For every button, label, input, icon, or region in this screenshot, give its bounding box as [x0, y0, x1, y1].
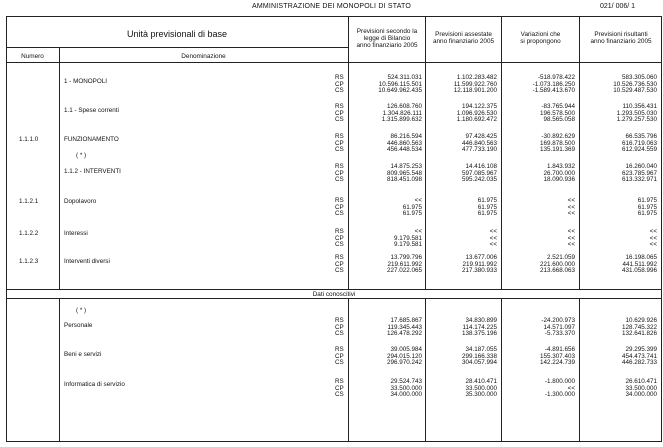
table-cell: << — [567, 384, 575, 392]
table-cell: 138.375.196 — [461, 330, 497, 338]
row-type-code: CS — [335, 359, 344, 367]
table-cell: 18.090.936 — [543, 176, 575, 184]
table-cell: 595.242.035 — [461, 176, 497, 184]
document-title: AMMINISTRAZIONE DEI MONOPOLI DI STATO — [251, 3, 412, 10]
table-cell: -1.589.413.670 — [532, 87, 575, 95]
table-cell: 446.860.563 — [386, 139, 422, 147]
table-cell: -83.765.944 — [541, 103, 575, 110]
table-cell: 217.380.933 — [461, 267, 497, 275]
table-cell: 1.304.826.111 — [382, 109, 422, 117]
table-cell: 61.975 — [637, 197, 657, 204]
table-cell: << — [649, 241, 657, 249]
table-cell: 16.198.065 — [625, 254, 657, 261]
table-cell: 613.332.971 — [621, 176, 657, 184]
row-type-code: CS — [335, 176, 344, 184]
row-number: 1.1.1.0 — [19, 136, 39, 143]
table-cell: << — [567, 228, 575, 235]
row-denomination: 1.1 - Spese correnti — [64, 107, 119, 114]
table-cell: 39.005.984 — [390, 346, 422, 353]
row-type-code: RS — [335, 228, 344, 235]
table-cell: 14.875.253 — [390, 163, 422, 170]
table-cell: -1.073.186.250 — [532, 80, 575, 88]
row-number: 1.1.2.2 — [19, 230, 39, 237]
row-denomination: Informatica di servizio — [64, 381, 125, 388]
table-cell: << — [567, 234, 575, 242]
row-number: 1.1.2.3 — [19, 258, 39, 265]
table-cell: 194.122.375 — [461, 103, 497, 110]
table-cell: 17.685.867 — [390, 317, 422, 324]
row-denomination: Interventi diversi — [64, 258, 110, 265]
table-cell: 9.179.581 — [393, 241, 422, 249]
table-cell: 34.000.000 — [625, 391, 657, 399]
table-cell: 34.830.899 — [465, 317, 497, 324]
table-cell: 1.315.899.632 — [381, 116, 422, 124]
table-cell: 294.015.120 — [386, 352, 422, 360]
row-type-code: RS — [335, 254, 344, 261]
row-denomination: 1 - MONOPOLI — [64, 78, 108, 85]
table-cell: 26.700.000 — [543, 169, 575, 177]
table-cell: 431.058.996 — [621, 267, 657, 275]
table-cell: 34.187.055 — [465, 346, 497, 353]
table-cell: 119.345.443 — [387, 323, 422, 331]
table-cell: 35.300.000 — [465, 391, 497, 399]
table-cell: 34.000.000 — [390, 391, 422, 399]
table-cell: 61.975 — [477, 210, 497, 218]
table-cell: -1.800.000 — [544, 378, 575, 385]
table-cell: -24.200.973 — [541, 317, 575, 324]
table-cell: << — [649, 228, 657, 235]
table-cell: 219.911.992 — [462, 260, 497, 268]
col1-header: Previsioni secondo la legge di Bilancio anno finanziario 2005 — [356, 28, 418, 50]
table-cell: 524.311.031 — [387, 74, 422, 81]
table-cell: << — [567, 203, 575, 211]
table-cell: 219.611.992 — [387, 260, 422, 268]
row-type-code: CS — [335, 267, 344, 275]
table-cell: 33.500.000 — [465, 384, 497, 392]
row-type-code: CS — [335, 146, 344, 154]
row-type-code: RS — [335, 197, 344, 204]
table-cell: << — [567, 210, 575, 218]
table-cell: << — [489, 228, 497, 235]
table-cell: 1.843.932 — [546, 163, 575, 170]
row-note: ( * ) — [76, 152, 87, 159]
table-cell: 14.571.097 — [543, 323, 575, 331]
table-cell: 1.279.257.530 — [616, 116, 657, 124]
table-cell: 227.022.065 — [386, 267, 422, 275]
base-units-header: Unità previsionali di base — [126, 29, 228, 39]
table-cell: << — [649, 234, 657, 242]
row-number: 1.1.2.1 — [19, 198, 39, 205]
table-cell: 61.975 — [477, 197, 497, 204]
table-cell: 446.282.733 — [621, 359, 657, 367]
table-cell: 10.526.736.530 — [613, 80, 657, 88]
table-cell: 61.975 — [402, 210, 422, 218]
table-cell: 98.565.058 — [543, 116, 575, 124]
table-cell: 477.733.190 — [461, 146, 497, 154]
row-type-code: CP — [335, 352, 344, 360]
table-cell: 446.840.563 — [461, 139, 497, 147]
table-cell: -1.300.000 — [544, 391, 575, 399]
table-cell: 583.305.060 — [621, 74, 657, 81]
table-cell: 33.500.000 — [625, 384, 657, 392]
table-cell: 128.745.322 — [621, 323, 657, 331]
row-type-code: CS — [335, 330, 344, 338]
table-cell: 28.410.471 — [465, 378, 497, 385]
row-type-code: CP — [335, 80, 344, 88]
table-cell: 66.535.796 — [625, 133, 657, 140]
table-cell: 10.529.487.530 — [613, 87, 657, 95]
table-cell: 221.600.000 — [539, 260, 575, 268]
row-type-code: RS — [335, 317, 344, 324]
table-cell: 33.500.000 — [390, 384, 422, 392]
table-cell: 13.799.796 — [390, 254, 422, 261]
table-cell: << — [567, 197, 575, 204]
row-type-code: CS — [335, 210, 344, 218]
row-type-code: CP — [335, 169, 344, 177]
row-denomination: Personale — [64, 322, 93, 329]
row-type-code: CS — [335, 391, 344, 399]
table-cell: 9.179.581 — [393, 234, 422, 242]
table-cell: 61.975 — [477, 203, 497, 211]
table-cell: 132.641.826 — [621, 330, 657, 338]
table-cell: << — [489, 234, 497, 242]
table-cell: 61.975 — [637, 203, 657, 211]
table-cell: << — [414, 197, 422, 204]
col4-header: Previsioni risultanti anno finanziario 2005 — [590, 31, 652, 46]
row-type-code: RS — [335, 163, 344, 170]
table-cell: 441.511.992 — [622, 260, 657, 268]
table-cell: 1.293.505.030 — [616, 109, 657, 117]
row-type-code: CP — [335, 139, 344, 147]
table-cell: 454.473.741 — [621, 352, 657, 360]
table-cell: 26.610.471 — [625, 378, 657, 385]
row-type-code: CP — [335, 384, 344, 392]
table-cell: 196.578.500 — [539, 109, 575, 117]
table-cell: 11.599.922.760 — [453, 80, 497, 88]
table-cell: 10.596.115.501 — [378, 80, 422, 88]
table-cell: 86.216.594 — [390, 133, 422, 140]
table-cell: 1.102.283.482 — [456, 74, 497, 81]
table-cell: 213.668.063 — [539, 267, 575, 275]
row-type-code: CS — [335, 116, 344, 124]
row-type-code: RS — [335, 133, 344, 140]
table-cell: << — [414, 228, 422, 235]
table-cell: 126.478.292 — [386, 330, 422, 338]
row-type-code: CP — [335, 234, 344, 242]
table-cell: 114.174.225 — [462, 323, 497, 331]
row-type-code: RS — [335, 103, 344, 110]
table-cell: 299.166.338 — [461, 352, 497, 360]
row-denomination: Dopolavoro — [64, 198, 97, 205]
page-reference: 021/ 006/ 1 — [600, 3, 636, 10]
table-cell: 456.448.534 — [386, 146, 422, 154]
table-cell: 169.878.500 — [539, 139, 575, 147]
denominazione-header: Denominazione — [181, 53, 226, 60]
row-denomination: Interessi — [64, 230, 88, 237]
table-cell: 10.649.962.435 — [378, 87, 422, 95]
table-cell: -518.978.422 — [537, 74, 575, 81]
row-type-code: CP — [335, 203, 344, 211]
col3-header: Variazioni che si propongono — [520, 31, 561, 46]
dati-star-note: ( * ) — [76, 307, 87, 314]
row-type-code: CS — [335, 87, 344, 95]
table-cell: 155.307.403 — [539, 352, 575, 360]
table-cell: 126.608.760 — [386, 103, 422, 110]
table-cell: 616.719.063 — [621, 139, 657, 147]
table-cell: 612.924.559 — [621, 146, 657, 154]
row-type-code: CP — [335, 260, 344, 268]
table-cell: << — [567, 241, 575, 249]
table-cell: 14.416.108 — [465, 163, 497, 170]
table-cell: 142.224.739 — [539, 359, 575, 367]
table-cell: 10.629.926 — [625, 317, 657, 324]
row-type-code: RS — [335, 74, 344, 81]
table-cell: 29.295.399 — [625, 346, 657, 353]
row-type-code: RS — [335, 346, 344, 353]
table-cell: 12.118.901.200 — [453, 87, 497, 95]
table-cell: 16.260.040 — [625, 163, 657, 170]
table-cell: 809.965.548 — [386, 169, 422, 177]
col2-header: Previsioni assestate anno finanziario 2005 — [432, 31, 495, 46]
table-cell: 13.677.006 — [465, 254, 497, 261]
numero-header: Numero — [21, 53, 44, 60]
table-cell: 110.356.431 — [622, 103, 657, 110]
row-denomination: 1.1.2 - INTERVENTI — [64, 168, 121, 175]
row-denomination: FUNZIONAMENTO — [64, 136, 119, 143]
table-cell: -30.892.629 — [541, 133, 575, 140]
table-cell: 296.970.242 — [386, 359, 422, 367]
table-cell: 304.057.994 — [461, 359, 497, 367]
table-cell: << — [489, 241, 497, 249]
table-cell: 29.524.743 — [390, 378, 422, 385]
table-cell: 61.975 — [637, 210, 657, 218]
row-type-code: CS — [335, 241, 344, 249]
table-cell: 818.451.098 — [386, 176, 422, 184]
row-type-code: RS — [335, 378, 344, 385]
row-denomination: Beni e servizi — [64, 351, 102, 358]
table-cell: -5.733.370 — [544, 330, 575, 338]
dati-conoscitivi-title: Dati conoscitivi — [312, 291, 356, 298]
table-cell: 1.180.692.472 — [456, 116, 497, 124]
table-cell: 1.096.926.530 — [456, 109, 497, 117]
table-cell: 623.785.967 — [621, 169, 657, 177]
table-cell: 135.191.369 — [539, 146, 575, 154]
table-cell: 2.521.059 — [546, 254, 575, 261]
table-cell: -4.891.656 — [544, 346, 575, 353]
table-cell: 597.085.967 — [461, 169, 497, 177]
row-type-code: CP — [335, 109, 344, 117]
table-cell: 61.975 — [402, 203, 422, 211]
table-cell: 97.428.425 — [465, 133, 497, 140]
row-type-code: CP — [335, 323, 344, 331]
